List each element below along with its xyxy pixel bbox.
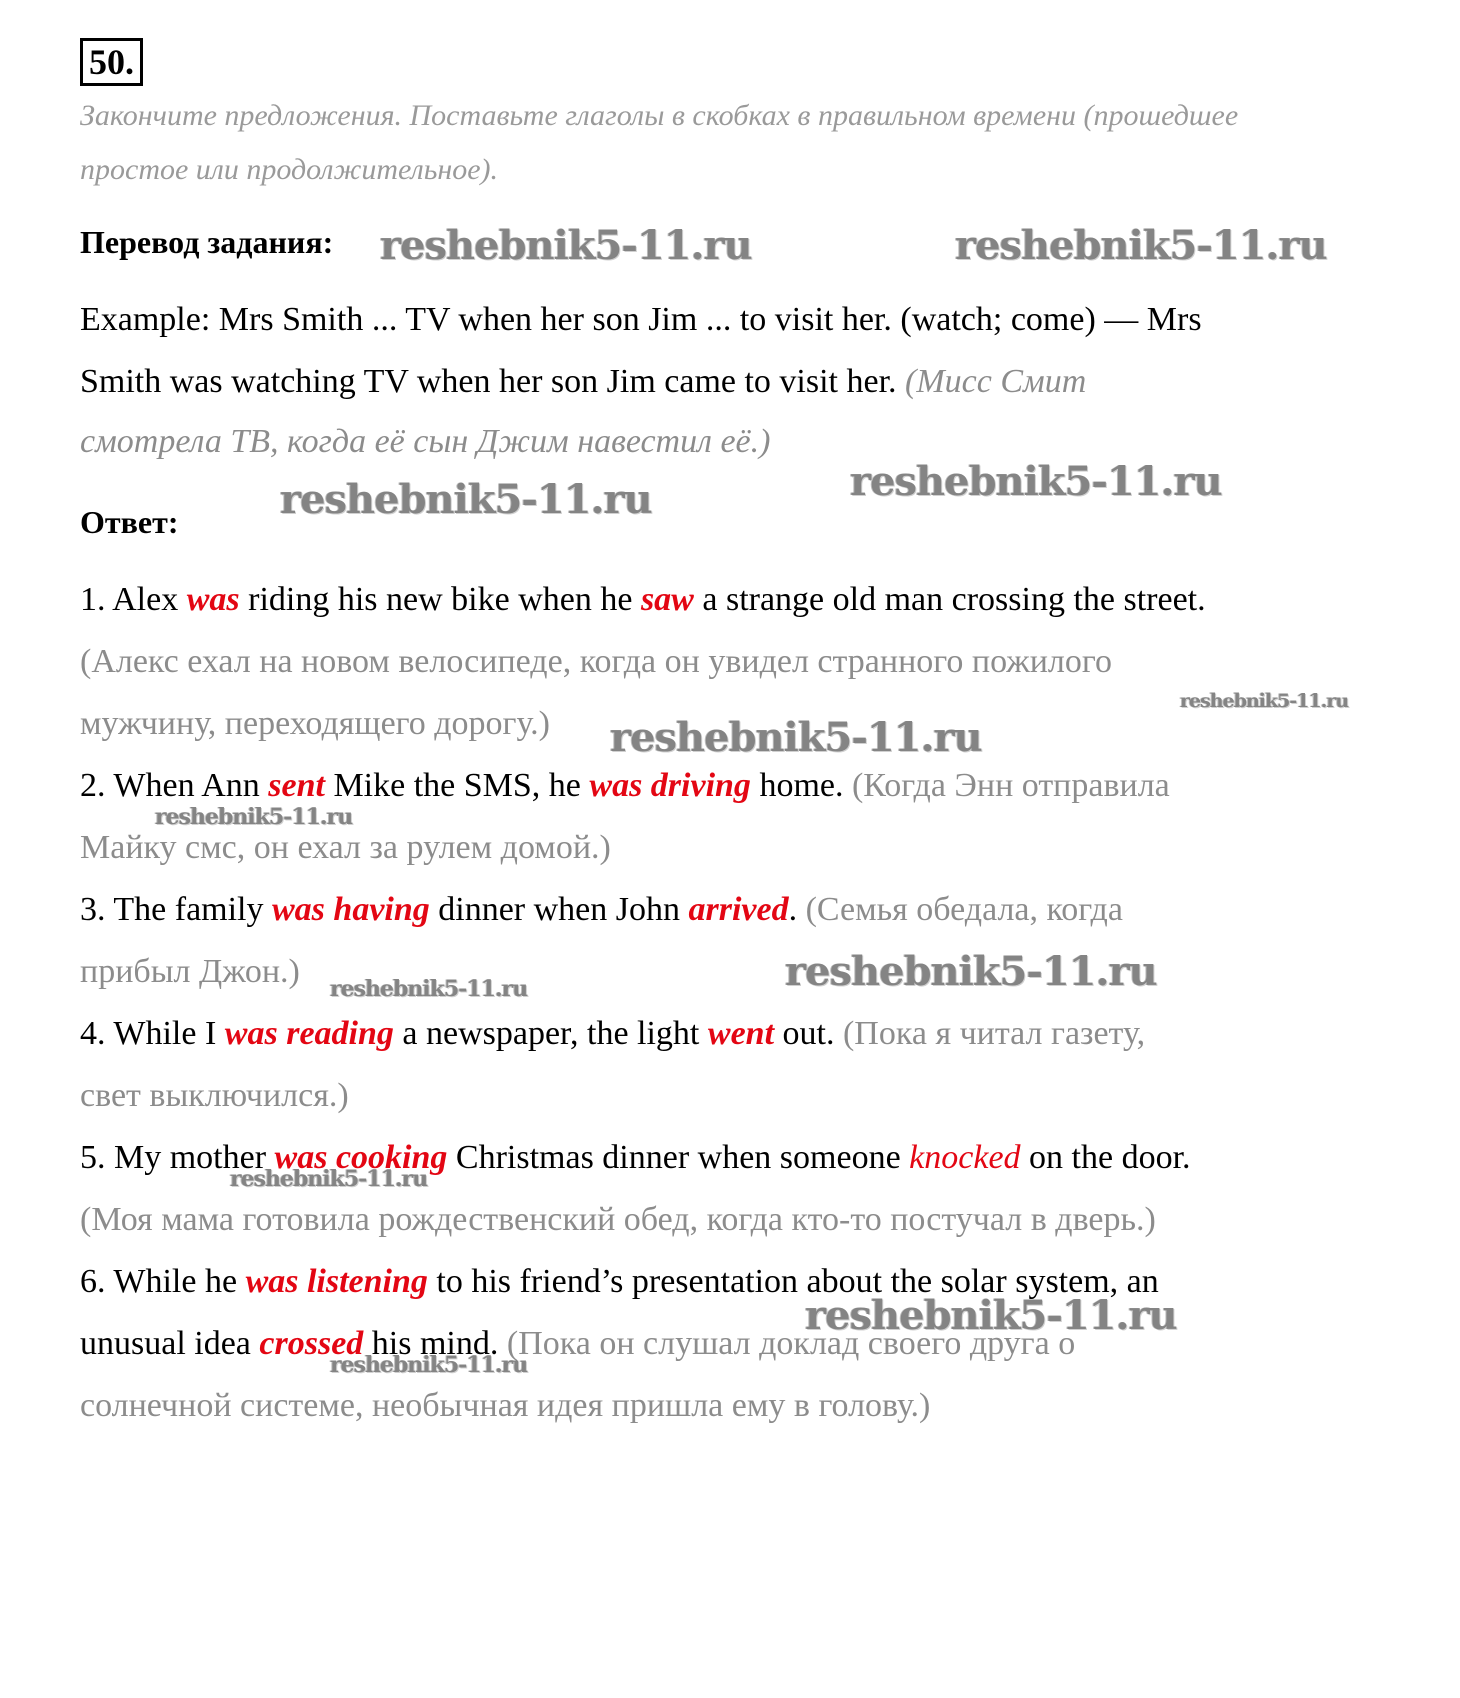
answer-6-text-c: unusual idea <box>80 1325 260 1362</box>
answer-1-text-c: a strange old man crossing the street. <box>693 581 1206 618</box>
answer-2-translation-2: Майку смс, он ехал за рулем домой.) <box>80 829 611 866</box>
answer-5-verb-2: knocked <box>909 1139 1021 1176</box>
answer-4-text-a: 4. While I <box>80 1015 225 1052</box>
example-translation-end: смотрела ТВ, когда её сын Джим навестил её.) <box>80 423 771 460</box>
translation-heading: Перевод задания: <box>80 224 334 260</box>
example-answer: Smith was watching TV when her son Jim came to visit her. <box>80 363 897 400</box>
answer-4-translation-1: (Пока я читал газету, <box>842 1015 1146 1052</box>
answer-4-text-c: out. <box>774 1015 843 1052</box>
watermark-3: reshebnik5-11.ru <box>850 458 1222 505</box>
answer-3-translation-1: (Семья обедала, когда <box>805 891 1123 928</box>
answer-5-translation-1: (Моя мама готовила рождественский обед, когда кто-то постучал в дверь.) <box>80 1201 1156 1238</box>
answer-3 <box>80 890 1123 930</box>
answer-4-translation-2: свет выключился.) <box>80 1077 349 1114</box>
watermark-7: reshebnik5-11.ru <box>155 804 353 830</box>
watermark-9: reshebnik5-11.ru <box>330 976 528 1002</box>
example-line-2 <box>80 362 1086 402</box>
answer-4-verb-1: was reading <box>224 1015 394 1052</box>
answer-1-verb-1: was <box>186 581 240 618</box>
watermark-2: reshebnik5-11.ru <box>955 222 1327 269</box>
answer-1-translation-1: (Алекс ехал на новом велосипеде, когда он увидел странного пожилого <box>80 643 1112 680</box>
answer-2-text-b: Mike the SMS, he <box>324 767 590 804</box>
answer-5-text-c: on the door. <box>1020 1139 1191 1176</box>
answer-2-translation-1: (Когда Энн отправила <box>851 767 1170 804</box>
answer-3-text-a: 3. The family <box>80 891 272 928</box>
answer-5-verb-1: was cooking <box>274 1139 448 1176</box>
answer-1 <box>80 580 1206 620</box>
watermark-8: reshebnik5-11.ru <box>785 948 1157 995</box>
instruction-line-1: Закончите предложения. Поставьте глаголы в скобках в правильном времени (прошедшее <box>80 99 1239 132</box>
answer-2-text-c: home. <box>750 767 852 804</box>
instruction-line-2: простое или продолжительное). <box>80 153 499 186</box>
answer-4 <box>80 1014 1145 1054</box>
example-translation-start: (Мисс Смит <box>905 363 1087 400</box>
answer-2-verb-1: sent <box>268 767 325 804</box>
watermark-6: reshebnik5-11.ru <box>610 714 982 761</box>
answer-6-text-d: his mind. <box>363 1325 507 1362</box>
answer-6-translation-2: солнечной системе, необычная идея пришла ему в голову.) <box>80 1387 931 1424</box>
watermark-10: reshebnik5-11.ru <box>230 1166 428 1192</box>
example-line-1: Example: Mrs Smith ... TV when her son Jim ... to visit her. (watch; come) — Mrs <box>80 301 1202 338</box>
watermark-11: reshebnik5-11.ru <box>805 1292 1177 1339</box>
answer-5-text-a: 5. My mother <box>80 1139 275 1176</box>
answer-3-text-c: . <box>788 891 806 928</box>
answer-3-verb-1: was having <box>272 891 430 928</box>
answer-1-text-b: riding his new bike when he <box>239 581 641 618</box>
answer-1-translation-2: мужчину, переходящего дорогу.) <box>80 705 550 742</box>
answer-3-verb-2: arrived <box>688 891 789 928</box>
answer-1-text-a: 1. Alex <box>80 581 187 618</box>
watermark-5: reshebnik5-11.ru <box>1180 690 1349 712</box>
answer-6-verb-1: was listening <box>245 1263 428 1300</box>
answer-5-text-b: Christmas dinner when someone <box>447 1139 910 1176</box>
watermark-4: reshebnik5-11.ru <box>280 476 652 523</box>
answer-3-translation-2: прибыл Джон.) <box>80 953 300 990</box>
answer-1-verb-2: saw <box>640 581 694 618</box>
answer-2-text-a: 2. When Ann <box>80 767 269 804</box>
answer-6-verb-2: crossed <box>259 1325 364 1362</box>
answer-4-verb-2: went <box>707 1015 775 1052</box>
answer-6-text-b: to his friend’s presentation about the solar system, an <box>427 1263 1159 1300</box>
watermark-1: reshebnik5-11.ru <box>380 222 752 269</box>
answer-6-text-a: 6. While he <box>80 1263 246 1300</box>
answer-2 <box>80 766 1170 806</box>
answer-4-text-b: a newspaper, the light <box>393 1015 708 1052</box>
answer-heading: Ответ: <box>80 504 179 540</box>
answer-6-translation-1: (Пока он слушал доклад своего друга о <box>506 1325 1076 1362</box>
answer-3-text-b: dinner when John <box>429 891 689 928</box>
watermark-12: reshebnik5-11.ru <box>330 1352 528 1378</box>
answer-2-verb-2: was driving <box>589 767 751 804</box>
exercise-number: 50. <box>80 38 143 86</box>
